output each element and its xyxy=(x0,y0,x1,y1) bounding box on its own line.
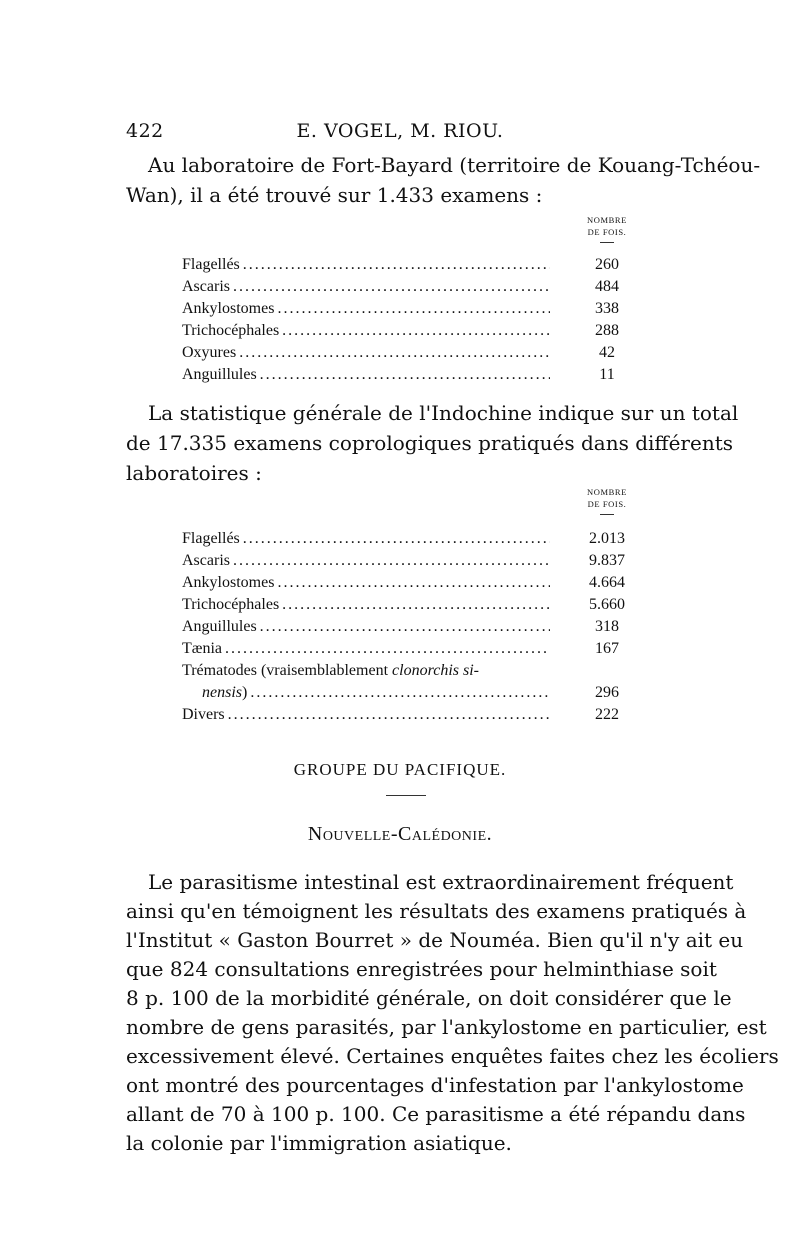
table-row xyxy=(182,660,642,682)
table-row xyxy=(182,550,642,572)
text-line: Wan), il a été trouvé sur 1.433 examens : xyxy=(126,183,543,207)
section-rule xyxy=(386,795,426,796)
row-label: Divers . . . xyxy=(182,704,550,726)
row-value: 222 xyxy=(595,706,619,723)
column-header-line-2: DE FOIS. xyxy=(587,499,627,509)
row-label: Ankylostomes . . . xyxy=(182,572,550,594)
row-value: 2.013 xyxy=(589,530,625,547)
row-value: 5.660 xyxy=(589,596,625,613)
row-label: Ascaris . . . xyxy=(182,550,550,572)
row-value: 11 xyxy=(599,366,615,383)
row-label-tail: ) xyxy=(242,684,248,701)
text-line: 8 p. 100 de la morbidité générale, on doit considérer que le xyxy=(126,986,732,1010)
body-paragraph xyxy=(126,868,779,1158)
row-label-text: Trématodes (vraisemblablement xyxy=(182,662,393,679)
text-line: ainsi qu'en témoignent les résultats des examens pratiqués à xyxy=(126,899,747,923)
section-title: GROUPE DU PACIFIQUE. xyxy=(293,760,507,779)
row-value: 338 xyxy=(595,300,619,317)
text-line: Au laboratoire de Fort-Bayard (territoire de Kouang-Tchéou- xyxy=(148,153,761,177)
text-line: l'Institut « Gaston Bourret » de Nouméa. Bien qu'il n'y ait eu xyxy=(126,928,744,952)
table-row xyxy=(182,364,642,386)
table-row xyxy=(182,594,642,616)
page-number: 422 xyxy=(126,120,164,142)
column-header-rule xyxy=(600,514,614,515)
row-label-italic: nensis xyxy=(202,684,242,701)
text-line: de 17.335 examens coprologiques pratiqués dans différents xyxy=(126,431,734,455)
table-row xyxy=(182,254,642,276)
text-line: La statistique générale de l'Indochine indique sur un total xyxy=(148,401,739,425)
table-row xyxy=(182,682,642,704)
row-label xyxy=(182,660,642,682)
text-line: laboratoires : xyxy=(126,461,262,485)
column-header-line-2: DE FOIS. xyxy=(587,227,627,237)
running-head xyxy=(126,120,674,144)
text-line: excessivement élevé. Certaines enquêtes faites chez les écoliers xyxy=(126,1044,779,1068)
text-line: que 824 consultations enregistrées pour helminthiase soit xyxy=(126,957,717,981)
row-label: Anguillules . . . xyxy=(182,616,550,638)
row-value: 288 xyxy=(595,322,619,339)
table-row xyxy=(182,638,642,660)
row-label: Trichocéphales . . . xyxy=(182,594,550,616)
table-row xyxy=(182,704,642,726)
table-row xyxy=(182,616,642,638)
row-value: 318 xyxy=(595,618,619,635)
row-label: Oxyures . . . xyxy=(182,342,550,364)
text-line: ont montré des pourcentages d'infestation par l'ankylostome xyxy=(126,1073,744,1097)
table-row xyxy=(182,572,642,594)
row-label: Ankylostomes . . . xyxy=(182,298,550,320)
row-label-italic: clonorchis si- xyxy=(392,662,479,679)
row-label: Tænia . . . xyxy=(182,638,550,660)
intro-paragraph-1 xyxy=(126,150,761,210)
text-line: la colonie par l'immigration asiatique. xyxy=(126,1131,512,1155)
row-value: 4.664 xyxy=(589,574,625,591)
column-header xyxy=(572,486,642,515)
row-value: 167 xyxy=(595,640,619,657)
table-row xyxy=(182,342,642,364)
row-label xyxy=(182,682,550,704)
row-label: Flagellés . . . xyxy=(182,254,550,276)
row-label: Ascaris . . . xyxy=(182,276,550,298)
column-header-rule xyxy=(600,242,614,243)
section-subtitle: Nouvelle-Calédonie. xyxy=(307,823,493,845)
text-line: nombre de gens parasités, par l'ankylostome en particulier, est xyxy=(126,1015,767,1039)
running-head-authors: E. VOGEL, M. RIOU. xyxy=(296,120,504,142)
column-header xyxy=(572,214,642,243)
table-row xyxy=(182,298,642,320)
table-row xyxy=(182,276,642,298)
table-row xyxy=(182,528,642,550)
text-line: allant de 70 à 100 p. 100. Ce parasitisme a été répandu dans xyxy=(126,1102,746,1126)
row-label: Anguillules . . . xyxy=(182,364,550,386)
row-label: Trichocéphales . . . xyxy=(182,320,550,342)
text-line: Le parasitisme intestinal est extraordinairement fréquent xyxy=(148,870,734,894)
row-value: 296 xyxy=(595,684,619,701)
intro-paragraph-2 xyxy=(126,398,739,488)
column-header-line-1: NOMBRE xyxy=(587,487,627,497)
row-value: 9.837 xyxy=(589,552,625,569)
table-row xyxy=(182,320,642,342)
row-value: 260 xyxy=(595,256,619,273)
row-value: 42 xyxy=(599,344,615,361)
column-header-line-1: NOMBRE xyxy=(587,215,627,225)
row-value: 484 xyxy=(595,278,619,295)
row-label: Flagellés . . . xyxy=(182,528,550,550)
